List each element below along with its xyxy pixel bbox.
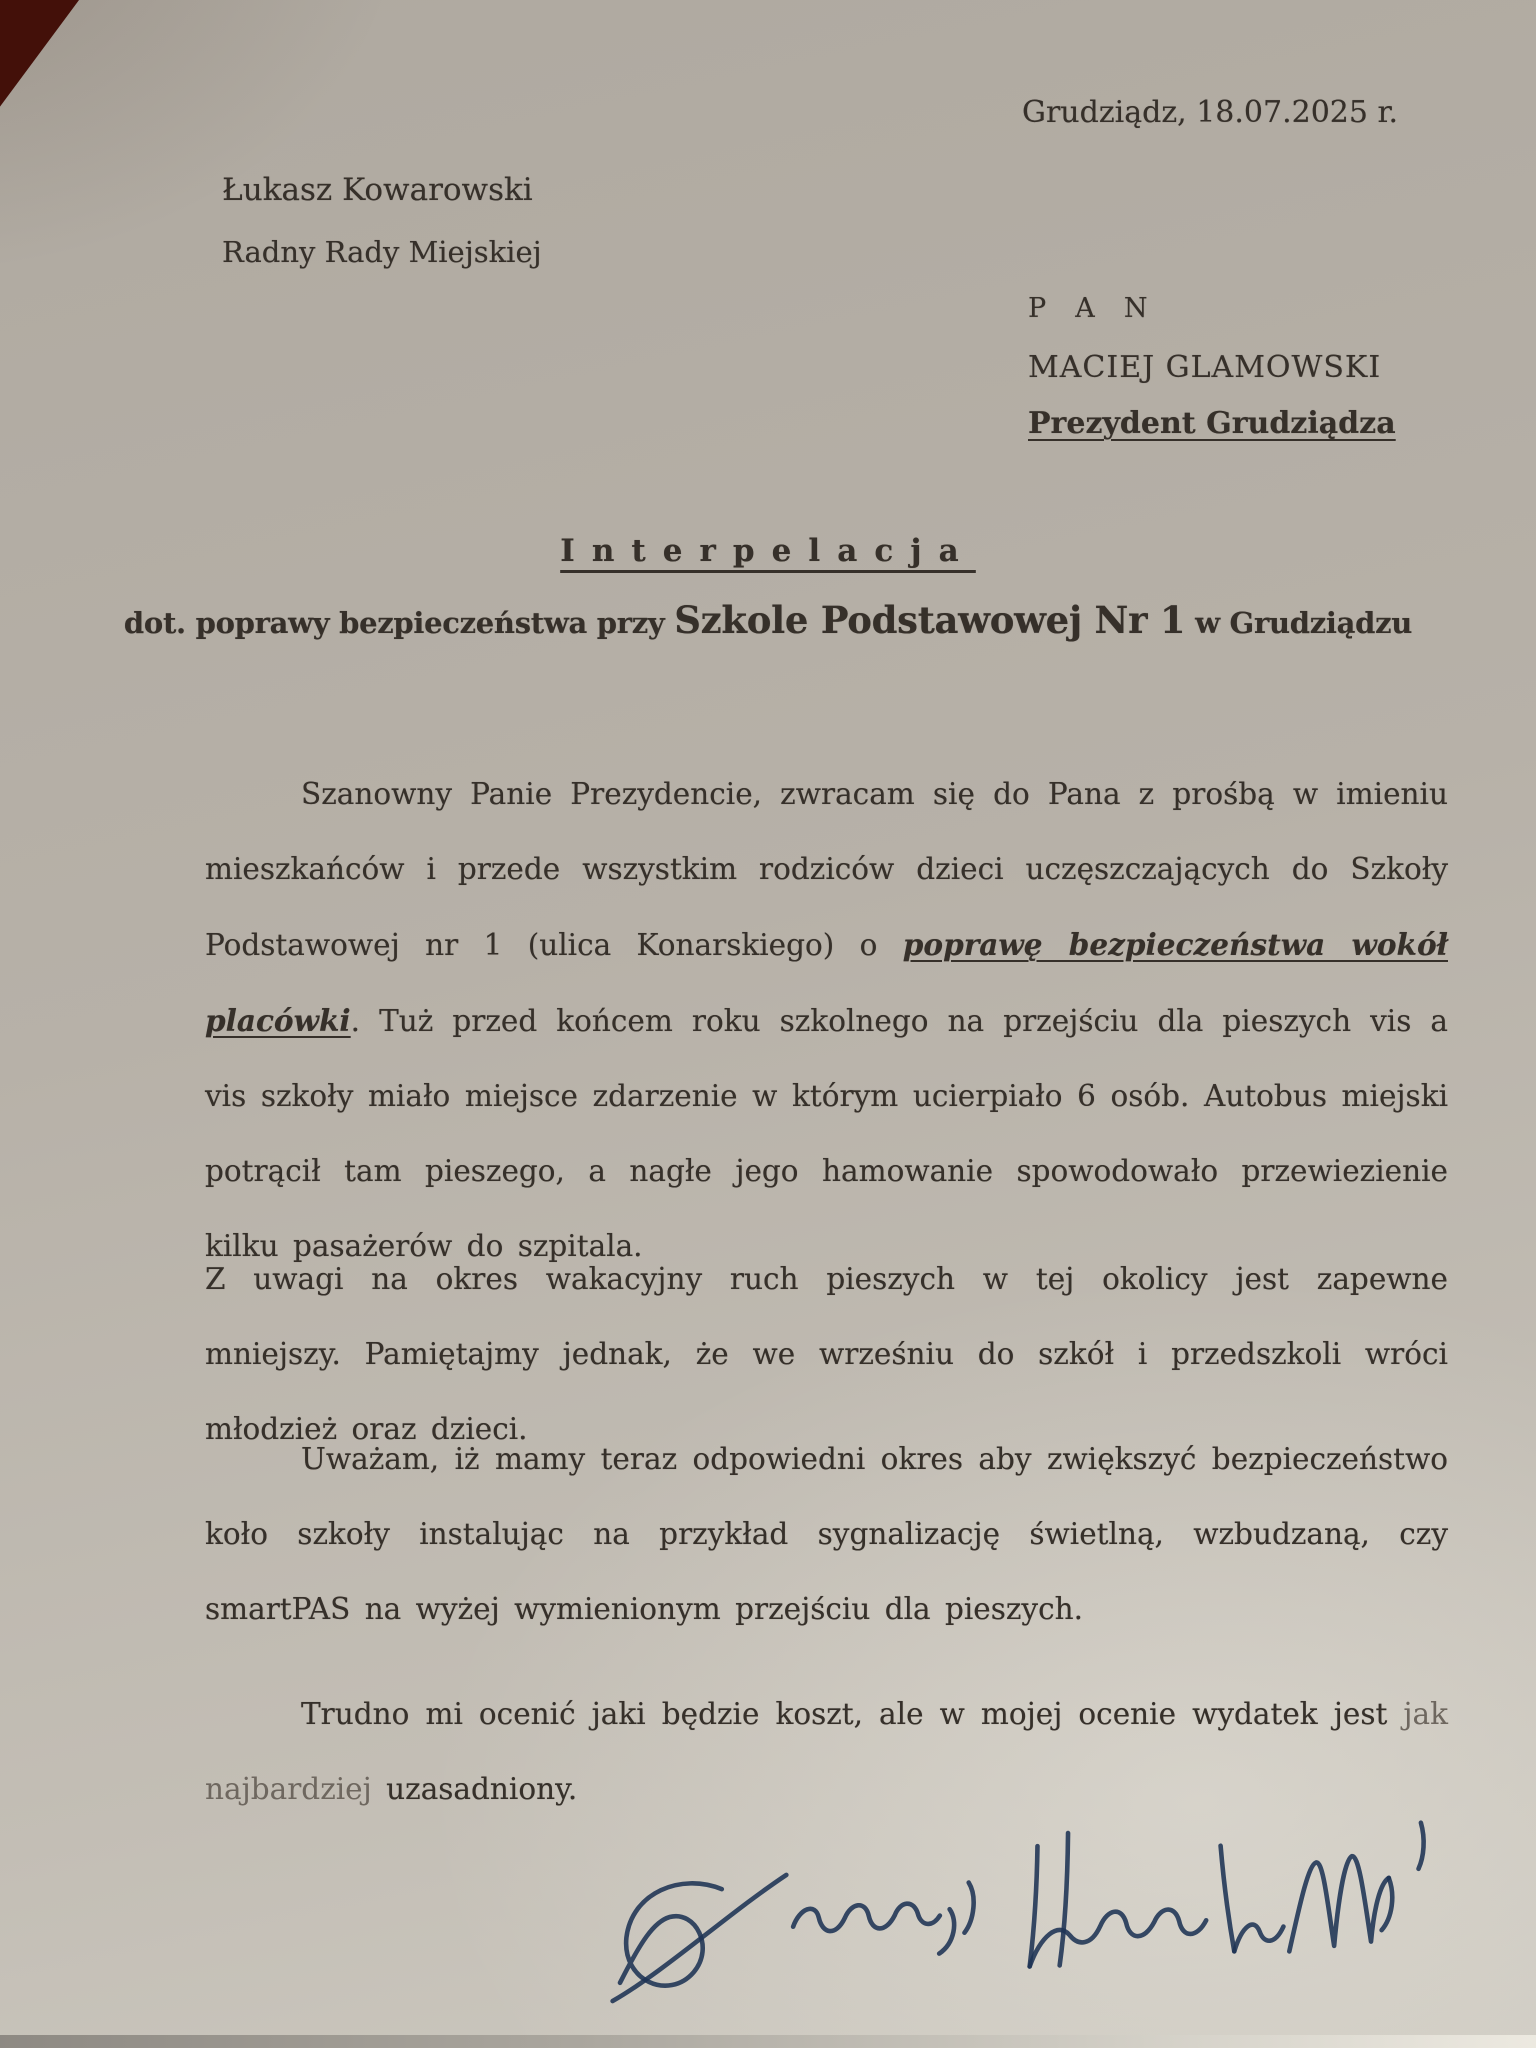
sender-name: Łukasz Kowarowski bbox=[222, 172, 533, 208]
subject-suffix: w Grudziądzu bbox=[1185, 606, 1413, 640]
paragraph-4 bbox=[205, 1677, 1448, 1827]
recipient-name: MACIEJ GLAMOWSKI bbox=[1028, 350, 1382, 385]
paragraph-2: Z uwagi na okres wakacyjny ruch pieszych w tej okolicy jest zapewne mniejszy. Pamiętajmy jednak, że we wrześniu do szkół i przedszkoli wróci młodzież oraz dzieci. bbox=[205, 1262, 1448, 1446]
paragraph-4-rest: uzasadniony. bbox=[371, 1772, 578, 1806]
paragraph-4-lead: Trudno mi ocenić jaki będzie koszt, ale w mojej ocenie wydatek jest bbox=[301, 1697, 1404, 1731]
paragraph-1-lead: Szanowny Panie Prezydencie, zwracam się do Pana z prośbą w imieniu mieszkańców i przede wszystkim rodziców dzieci uczęszczających do Szkoły Podstawowej nr 1 (ulica Konarskiego) o bbox=[205, 777, 1448, 962]
paragraph-1 bbox=[205, 757, 1448, 1284]
letter-subject bbox=[0, 598, 1536, 642]
photo-corner-artifact bbox=[0, 0, 82, 112]
signature-handwriting-icon bbox=[585, 1801, 1472, 2037]
recipient-title: Prezydent Grudziądza bbox=[1028, 406, 1396, 441]
paragraph-1-rest: . Tuż przed końcem roku szkolnego na przejściu dla pieszych vis a vis szkoły miało miejsce zdarzenie w którym ucierpiało 6 osób. Autobus miejski potrącił tam pieszego, a nagłe jego hamowanie spowodowało przewiezienie kilku pasażerów do szpitala. bbox=[205, 1004, 1448, 1263]
paragraph-3: Uważam, iż mamy teraz odpowiedni okres aby zwiększyć bezpieczeństwo koło szkoły instalując na przykład sygnalizację świetlną, wzbudzaną, czy smartPAS na wyżej wymienionym przejściu dla pieszych. bbox=[205, 1442, 1448, 1626]
date-line: Grudziądz, 18.07.2025 r. bbox=[1022, 95, 1399, 130]
sender-role: Radny Rady Miejskiej bbox=[222, 235, 542, 269]
letter-title: Interpelacja bbox=[560, 533, 976, 569]
recipient-salutation: P A N bbox=[1028, 293, 1158, 324]
paragraph-1-emphasis: poprawę bezpieczeństwa wokół placówki bbox=[205, 927, 1448, 1038]
subject-prefix: dot. poprawy bezpieczeństwa przy bbox=[123, 606, 675, 640]
subject-emphasis: Szkole Podstawowej Nr 1 bbox=[674, 598, 1186, 642]
paragraph-4-faint: jak najbardziej bbox=[205, 1697, 1448, 1806]
